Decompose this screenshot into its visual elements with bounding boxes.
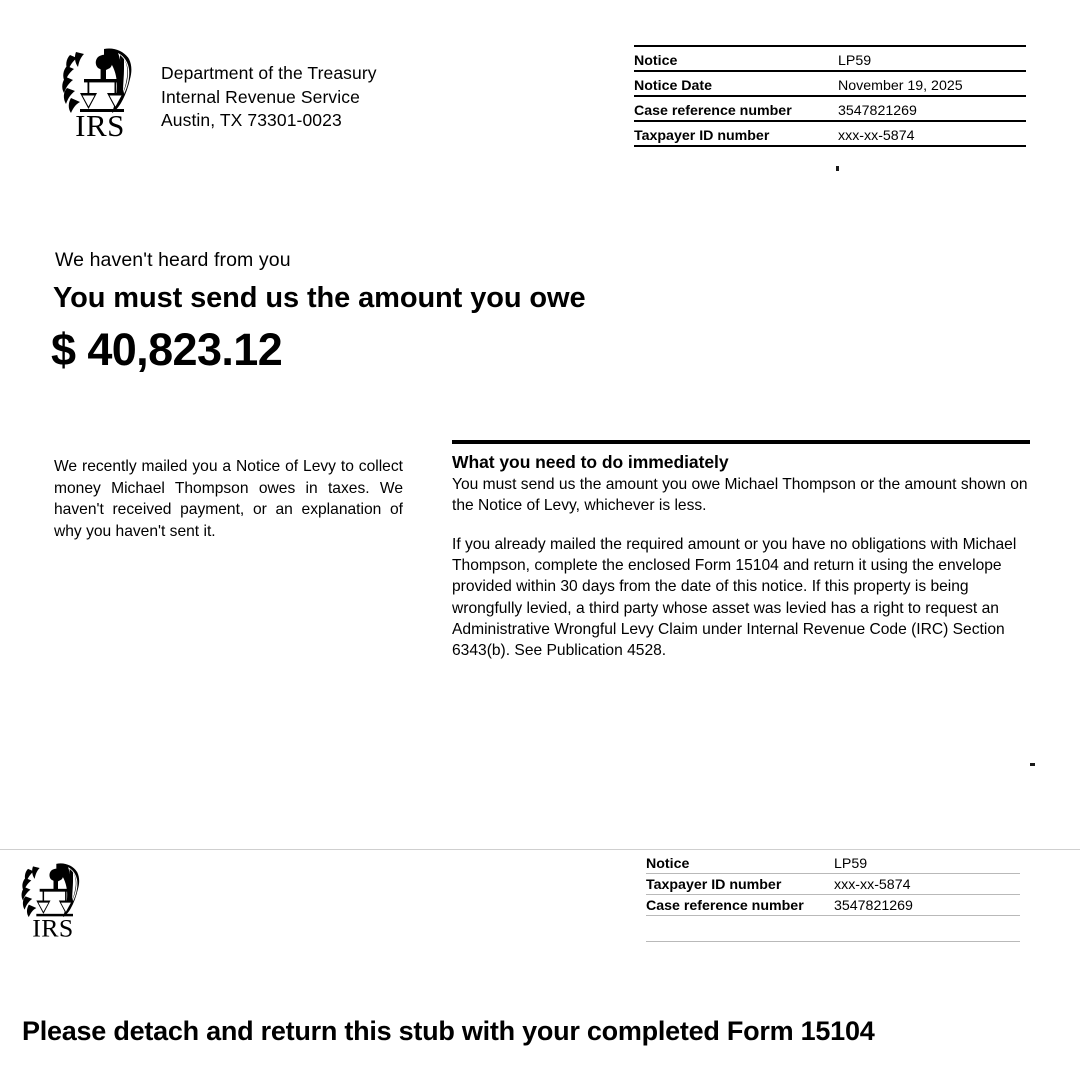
taxpayer-id-value: xxx-xx-5874 [838,121,1026,146]
stub-notice-value: LP59 [834,852,1020,873]
stub-notice-label: Notice [646,852,834,873]
stub-taxpayer-id-value: xxx-xx-5874 [834,873,1020,894]
stub-taxpayer-id-label: Taxpayer ID number [646,873,834,894]
notice-label: Notice [634,46,838,71]
taxpayer-id-label: Taxpayer ID number [634,121,838,146]
stub-blank-cell-left [646,915,834,941]
action-paragraph-1: You must send us the amount you owe Michael Thompson or the amount shown on the Notice of Levy, whichever is less. [452,475,1028,514]
table-row [634,71,1026,96]
table-row [634,121,1026,146]
case-reference-label: Case reference number [634,96,838,121]
stub-case-reference-value: 3547821269 [834,894,1020,915]
section-divider-rule [452,440,1030,444]
stub-divider-line [0,849,1080,850]
table-row [646,852,1020,873]
scan-speck-artifact [836,166,839,171]
case-reference-value: 3547821269 [838,96,1026,121]
notice-date-value: November 19, 2025 [838,71,1026,96]
notice-date-label: Notice Date [634,71,838,96]
svg-text:IRS: IRS [75,108,125,139]
stub-blank-row [646,915,1020,941]
irs-logo-icon [18,857,88,939]
stub-blank-cell-right [834,915,1020,941]
table-row [634,96,1026,121]
treasury-address-block [161,62,377,133]
table-row [634,46,1026,71]
treasury-city-line: Austin, TX 73301-0023 [161,110,342,130]
action-required-section [452,440,1030,661]
page-title: You must send us the amount you owe [53,282,586,314]
notice-kicker: We haven't heard from you [55,249,291,271]
amount-due: $ 40,823.12 [51,324,283,375]
table-row [646,894,1020,915]
notice-value: LP59 [838,46,1026,71]
table-row [646,873,1020,894]
stub-info-table [646,852,1020,942]
irs-logo-icon [58,41,142,139]
treasury-service-line: Internal Revenue Service [161,86,360,107]
svg-text:IRS: IRS [32,913,74,939]
scan-speck-artifact [1030,763,1035,766]
action-paragraph-2: If you already mailed the required amount or you have no obligations with Michael Thompson, complete the enclosed Form 15104 and return it using the envelope provided within 30 days from the date of this notice. If this property is being wrongfully levied, a third party whose asset was levied has a right to request an Administrative Wrongful Levy Claim under Internal Revenue Code (IRC) Section 6343(b). See Publication 4528. [452,535,1017,659]
treasury-department-line: Department of the Treasury [161,63,377,83]
stub-case-reference-label: Case reference number [646,894,834,915]
detach-instruction: Please detach and return this stub with your completed Form 15104 [22,1016,875,1046]
section-heading: What you need to do immediately [452,451,729,472]
notice-info-table [634,45,1026,147]
left-summary-paragraph: We recently mailed you a Notice of Levy to collect money Michael Thompson owes in taxes. We haven't received payment, or an explanation of why you haven't sent it. [54,458,403,540]
